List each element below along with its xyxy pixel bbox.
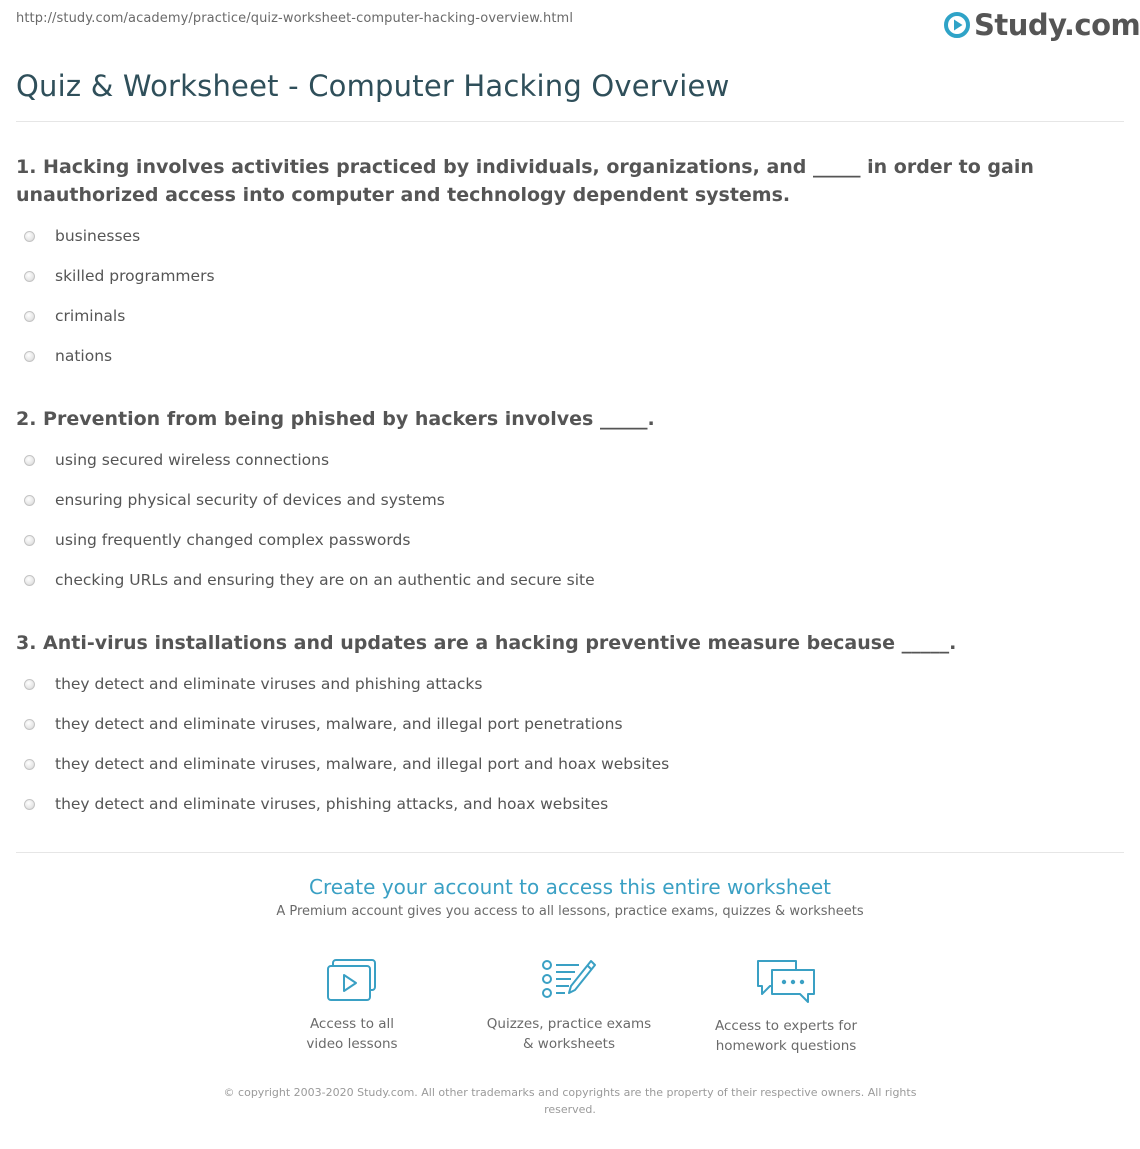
study-logo[interactable]	[944, 6, 1140, 44]
page-url[interactable]: http://study.com/academy/practice/quiz-worksheet-computer-hacking-overview.html	[16, 11, 574, 26]
question-2-answers	[16, 440, 595, 600]
answer-label: they detect and eliminate viruses, phishing attacks, and hoax websites	[55, 795, 609, 813]
play-logo-icon	[944, 12, 970, 38]
question-1-text: 1. Hacking involves activities practiced by individuals, organizations, and _____ in order to gain unauthorized access into computer and technology dependent systems.	[16, 156, 1034, 206]
feature-label: Access to experts for homework questions	[714, 1018, 857, 1054]
answer-option[interactable]	[16, 336, 215, 376]
question-3-answers	[16, 664, 669, 824]
question-3-text: 3. Anti-virus installations and updates are a hacking preventive measure because _____.	[16, 632, 957, 654]
answer-option[interactable]	[16, 744, 669, 784]
premium-cta	[0, 872, 1140, 921]
radio-icon[interactable]	[24, 231, 35, 242]
radio-icon[interactable]	[24, 575, 35, 586]
radio-icon[interactable]	[24, 535, 35, 546]
answer-option[interactable]	[16, 784, 669, 824]
cta-title-link[interactable]: Create your account to access this entire worksheet	[309, 875, 831, 899]
answer-option[interactable]	[16, 296, 215, 336]
radio-icon[interactable]	[24, 271, 35, 282]
answer-label: skilled programmers	[55, 267, 215, 285]
radio-icon[interactable]	[24, 799, 35, 810]
answer-label: they detect and eliminate viruses, malware, and illegal port and hoax websites	[55, 755, 670, 773]
radio-icon[interactable]	[24, 495, 35, 506]
question-1-answers	[16, 216, 215, 376]
section-divider	[16, 852, 1124, 853]
video-lesson-icon	[326, 958, 378, 1004]
copyright-footer: © copyright 2003-2020 Study.com. All other trademarks and copyrights are the property of their respective owners. All rights reserved.	[223, 1086, 917, 1116]
answer-label: using secured wireless connections	[55, 451, 330, 469]
answer-label: nations	[55, 347, 113, 365]
answer-option[interactable]	[16, 440, 595, 480]
answer-label: businesses	[55, 227, 141, 245]
radio-icon[interactable]	[24, 455, 35, 466]
answer-option[interactable]	[16, 480, 595, 520]
answer-label: criminals	[55, 307, 126, 325]
radio-icon[interactable]	[24, 311, 35, 322]
chat-bubbles-icon	[754, 958, 818, 1006]
logo-text: Study.com	[974, 8, 1140, 42]
radio-icon[interactable]	[24, 679, 35, 690]
feature-experts	[676, 958, 896, 1056]
page-title: Quiz & Worksheet - Computer Hacking Overview	[16, 69, 730, 103]
answer-option[interactable]	[16, 216, 215, 256]
feature-label: Quizzes, practice exams & worksheets	[486, 1016, 652, 1052]
feature-label: Access to all video lessons	[306, 1016, 398, 1052]
radio-icon[interactable]	[24, 351, 35, 362]
page-header	[0, 0, 1140, 50]
answer-option[interactable]	[16, 704, 669, 744]
answer-option[interactable]	[16, 256, 215, 296]
title-divider	[16, 121, 1124, 122]
quiz-checklist-icon	[541, 958, 597, 1004]
answer-option[interactable]	[16, 560, 595, 600]
answer-option[interactable]	[16, 520, 595, 560]
cta-subtitle: A Premium account gives you access to all lessons, practice exams, quizzes & worksheets	[276, 904, 864, 919]
question-2-text: 2. Prevention from being phished by hackers involves _____.	[16, 408, 655, 430]
radio-icon[interactable]	[24, 759, 35, 770]
answer-option[interactable]	[16, 664, 669, 704]
feature-quizzes	[459, 958, 679, 1054]
feature-video-lessons	[242, 958, 462, 1054]
answer-label: using frequently changed complex passwords	[55, 531, 411, 549]
answer-label: checking URLs and ensuring they are on an authentic and secure site	[55, 571, 595, 589]
answer-label: they detect and eliminate viruses, malware, and illegal port penetrations	[55, 715, 623, 733]
radio-icon[interactable]	[24, 719, 35, 730]
answer-label: they detect and eliminate viruses and phishing attacks	[55, 675, 483, 693]
answer-label: ensuring physical security of devices and systems	[55, 491, 445, 509]
